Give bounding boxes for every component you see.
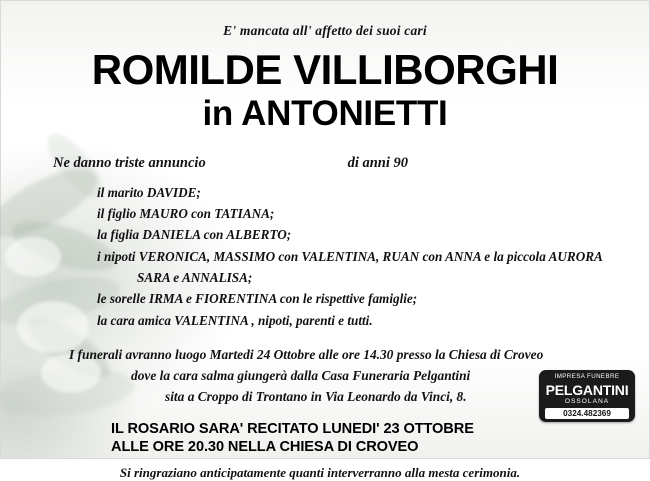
logo-phone: 0324.482369: [545, 408, 629, 419]
logo-name: PELGANTINI: [545, 382, 629, 399]
rosary-notice: [1, 420, 649, 456]
deceased-married-name: in ANTONIETTI: [202, 93, 448, 133]
funeral-prefix: I funerali avranno luogo: [69, 347, 210, 363]
family-member-line: SARA e ANNALISA;: [137, 270, 253, 286]
funeral-line-2: dove la cara salma giungerà dalla Casa Funeraria Pelgantini: [131, 367, 471, 383]
intro-line: E' mancata all' affetto dei suoi cari: [223, 23, 427, 38]
family-member-line: la figlia DANIELA con ALBERTO;: [97, 227, 292, 243]
logo-subtitle: OSSOLANA: [564, 398, 610, 406]
deceased-name: ROMILDE VILLIBORGHI: [91, 46, 559, 93]
family-member-line: la cara amica VALENTINA , nipoti, parenti e tutti.: [97, 312, 373, 328]
rosary-line-2: ALLE ORE 20.30 NELLA CHIESA DI CROVEO: [111, 438, 419, 455]
announcement-row: [1, 155, 649, 172]
logo-top-text: IMPRESA FUNEBRE: [554, 373, 620, 380]
family-list: [1, 182, 649, 332]
rosary-line-1: IL ROSARIO SARA' RECITATO LUNEDI' 23 OTTOBRE: [111, 420, 474, 437]
announcement-text: Ne danno triste annuncio: [53, 154, 206, 171]
family-member-line: i nipoti VERONICA, MASSIMO con VALENTINA, RUAN con ANNA e la piccola AURORA: [97, 248, 603, 264]
family-member-line: le sorelle IRMA e FIORENTINA con le rispettive famiglie;: [97, 291, 418, 307]
funeral-line-1: [69, 345, 609, 366]
funeral-line-3: sita a Croppo di Trontano in Via Leonardo da Vinci, 8.: [165, 388, 467, 404]
family-member-line: il marito DAVIDE;: [97, 184, 201, 200]
thanks-line: Si ringraziano anticipatamente quanti interverranno alla mesta cerimonia.: [119, 464, 521, 480]
funeral-home-logo: [539, 370, 635, 422]
family-member-line: il figlio MAURO con TATIANA;: [97, 205, 275, 221]
funeral-datetime: Martedi 24 Ottobre alle ore 14.30 presso la Chiesa di Croveo: [209, 347, 544, 363]
age-text: di anni 90: [347, 154, 408, 171]
